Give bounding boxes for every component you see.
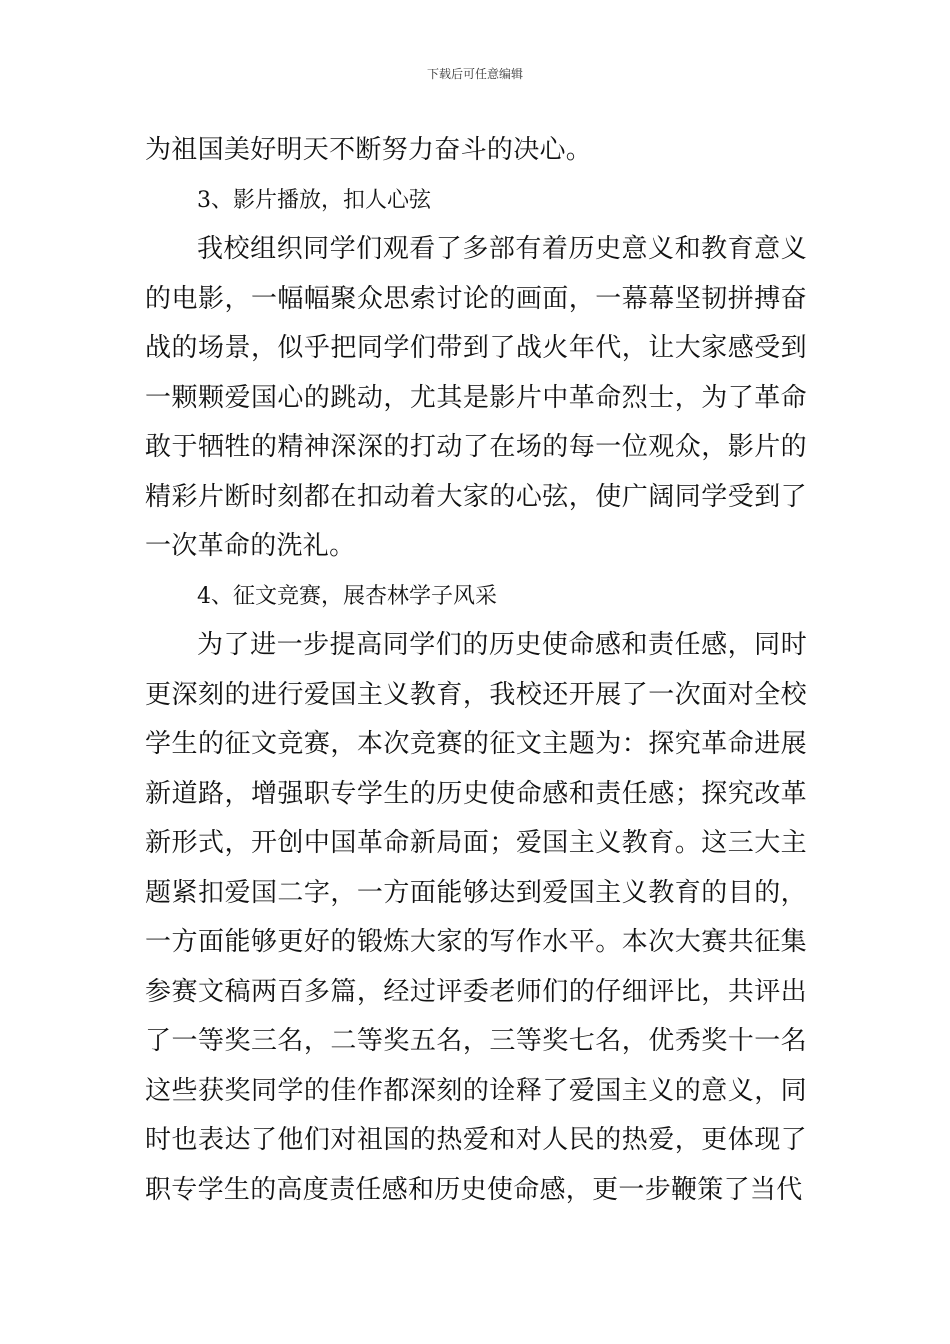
page-header: 下载后可任意编辑 [426,67,523,81]
document-body [145,126,807,1215]
section-heading-film: 3、影片播放，扣人心弦 [197,187,431,213]
section-heading-essay: 4、征文竞赛，展杏林学子风采 [197,583,497,609]
paragraph-essay: 为了进一步提高同学们的历史使命感和责任感，同时更深刻的进行爱国主义教育，我校还开展了一次面对全校学生的征文竞赛，本次竞赛的征文主题为：探究革命进展新道路，增强职专学生的历史使命感和责任感；探究改革新形式，开创中国革命新局面；爱国主义教育。这三大主题紧扣爱国二字，一方面能够达到爱国主义教育的目的，一方面能够更好的锻炼大家的写作水平。本次大赛共征集参赛文稿两百多篇，经过评委老师们的仔细评比，共评出了一等奖三名，二等奖五名，三等奖七名，优秀奖十一名这些获奖同学的佳作都深刻的诠释了爱国主义的意义，同时也表达了他们对祖国的热爱和对人民的热爱，更体现了职专学生的高度责任感和历史使命感，更一步鞭策了当代 [145,630,807,1205]
paragraph-continuation: 为祖国美好明天不断努力奋斗的决心。 [145,135,593,165]
paragraph-film: 我校组织同学们观看了多部有着历史意义和教育意义的电影，一幅幅聚众思索讨论的画面，一幕幕坚韧拼搏奋战的场景，似乎把同学们带到了战火年代，让大家感受到一颗颗爱国心的跳动，尤其是影片中革命烈士，为了革命敢于牺牲的精神深深的打动了在场的每一位观众，影片的精彩片断时刻都在扣动着大家的心弦，使广阔同学受到了一次革命的洗礼。 [145,234,807,561]
